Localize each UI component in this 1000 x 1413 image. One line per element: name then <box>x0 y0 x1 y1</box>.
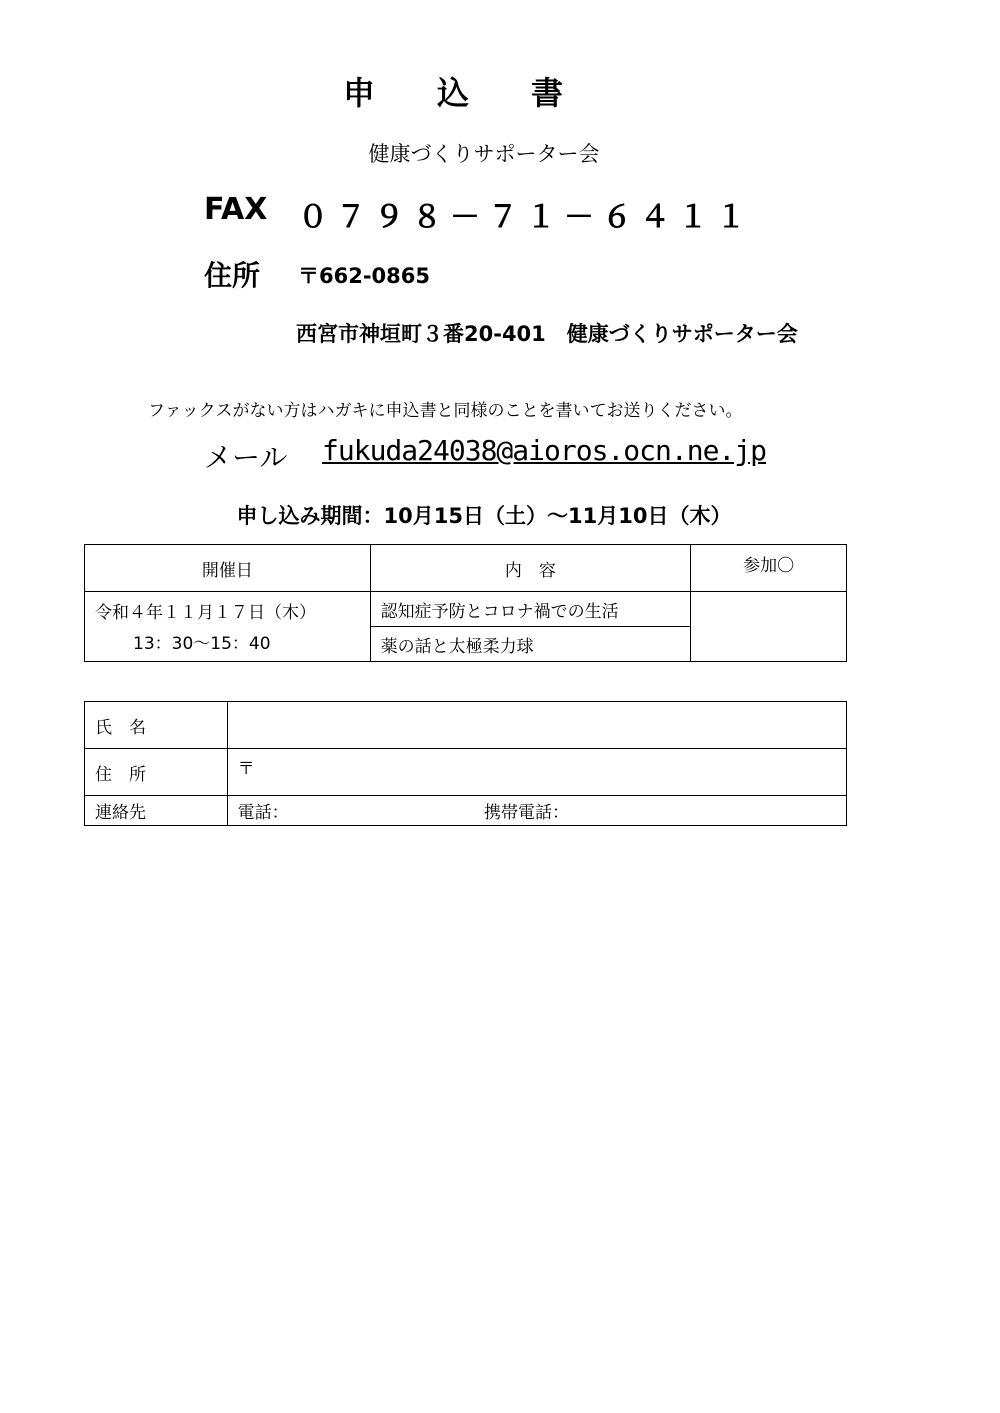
header-participate: 参加〇 <box>691 545 847 592</box>
address-row <box>85 749 847 796</box>
event-content-1: 認知症予防とコロナ禍での生活 <box>370 592 691 627</box>
event-table <box>84 544 847 662</box>
fax-number: ０７９８－７１－６４１１ <box>298 200 754 235</box>
fax-label: FAX <box>204 192 268 227</box>
applicant-address-label: 住 所 <box>85 749 228 796</box>
event-date: 令和４年１１月１７日（木） <box>95 603 316 623</box>
mobile-phone-label: 携帯電話： <box>484 803 570 823</box>
phone-label: 電話： <box>237 803 289 823</box>
mail-address: fukuda24038@aioros.ocn.ne.jp <box>322 434 767 467</box>
organizer-name: 健康づくりサポーター会 <box>368 142 600 166</box>
applicant-form-table <box>84 701 847 826</box>
event-content-2: 薬の話と太極柔力球 <box>370 627 691 662</box>
mail-label: メール <box>204 441 288 474</box>
name-row <box>85 702 847 749</box>
address-line: 西宮市神垣町３番20-401 健康づくりサポーター会 <box>296 322 798 346</box>
postal-mark: 〒 <box>237 758 255 779</box>
contact-label: 連絡先 <box>85 796 228 826</box>
event-table-header <box>85 545 847 592</box>
event-time: 13：30～15：40 <box>133 634 271 654</box>
header-content: 内 容 <box>370 545 691 592</box>
address-label: 住所 <box>204 259 261 292</box>
postcard-note: ファックスがない方はハガキに申込書と同様のことを書いてお送りください。 <box>148 401 743 421</box>
event-date-cell <box>85 592 371 662</box>
postal-code: 〒662-0865 <box>298 264 430 288</box>
participate-cell[interactable] <box>691 592 847 662</box>
address-field[interactable] <box>227 749 846 796</box>
page-title: 申込書 <box>342 74 625 112</box>
contact-field[interactable] <box>227 796 846 826</box>
application-period: 申し込み期間：10月15日（土）～11月10日（木） <box>236 504 732 528</box>
event-row-1 <box>85 592 847 627</box>
contact-row <box>85 796 847 826</box>
name-field[interactable] <box>227 702 846 749</box>
header-date: 開催日 <box>85 545 371 592</box>
name-label: 氏 名 <box>85 702 228 749</box>
